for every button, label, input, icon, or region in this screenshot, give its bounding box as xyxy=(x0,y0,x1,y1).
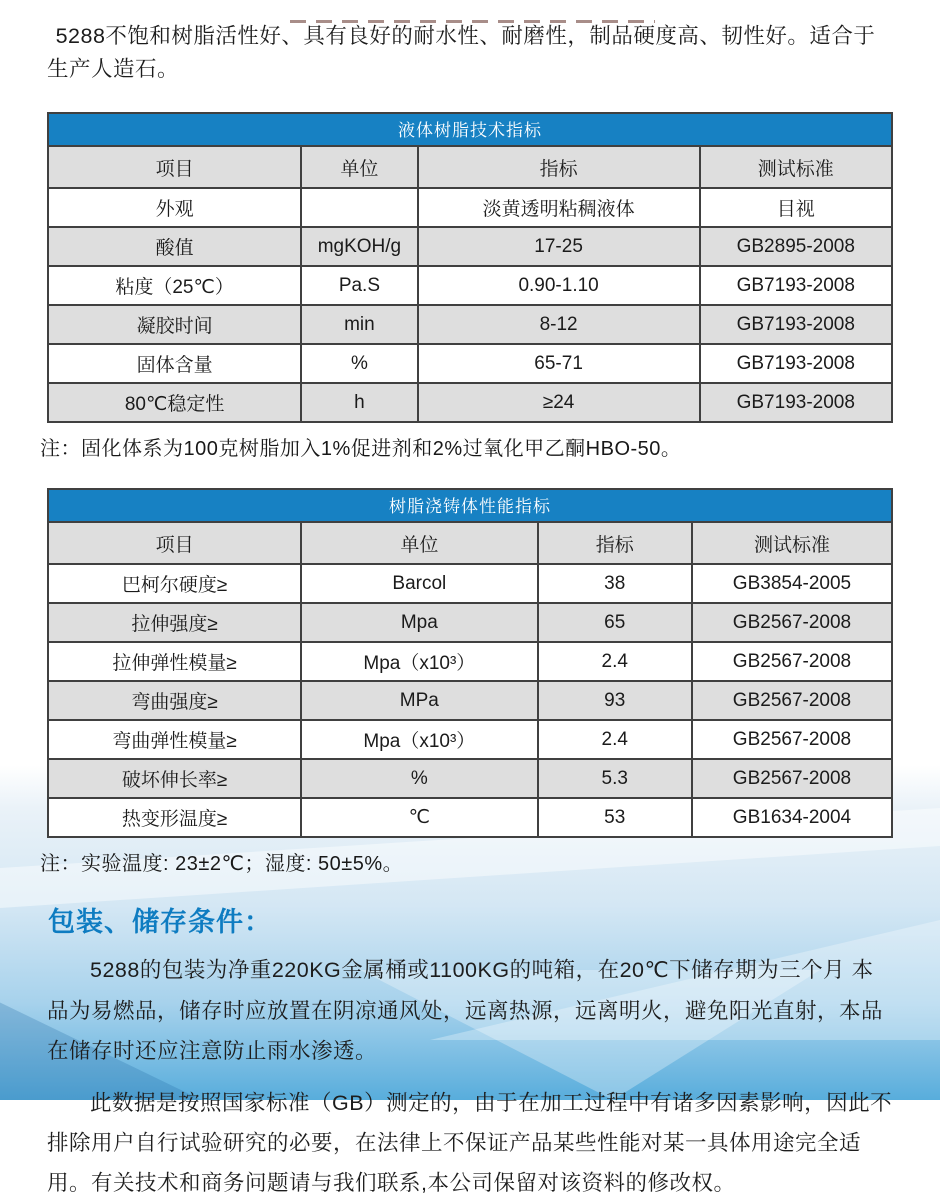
table-cell: 2.4 xyxy=(538,642,692,681)
table-cell: 粘度（25℃） xyxy=(48,266,301,305)
table-cell: 酸值 xyxy=(48,227,301,266)
table-cell: 外观 xyxy=(48,188,301,227)
table-header xyxy=(48,522,892,564)
table-cell: 巴柯尔硬度≥ xyxy=(48,564,301,603)
column-header: 测试标准 xyxy=(692,522,892,564)
table-cell: GB2567-2008 xyxy=(692,759,892,798)
table-cell: 8-12 xyxy=(418,305,700,344)
table-cell: 65-71 xyxy=(418,344,700,383)
table-row xyxy=(48,564,892,603)
intro-paragraph: 5288不饱和树脂活性好、具有良好的耐水性、耐磨性，制品硬度高、韧性好。适合于生产人造石。 xyxy=(47,24,876,81)
table-cell: MPa xyxy=(301,681,537,720)
table-row xyxy=(48,798,892,837)
table-cell: Mpa（x10³） xyxy=(301,642,537,681)
table-cell: Mpa（x10³） xyxy=(301,720,537,759)
storage-paragraph-1: 5288的包装为净重220KG金属桶或1100KG的吨箱，在20℃下储存期为三个月 本品为易燃品，储存时应放置在阴凉通风处，远离热源，远离明火，避免阳光直射，本品在储存时还应注意防止雨水渗透。 xyxy=(47,958,884,1064)
table-cell: Mpa xyxy=(301,603,537,642)
table-row xyxy=(48,759,892,798)
column-header: 指标 xyxy=(418,146,700,188)
table-row xyxy=(48,720,892,759)
table-row xyxy=(48,266,892,305)
casting-spec-table xyxy=(47,521,893,838)
table-cell: min xyxy=(301,305,417,344)
table-cell: 凝胶时间 xyxy=(48,305,301,344)
table-row xyxy=(48,642,892,681)
casting-note: 注：实验温度: 23±2℃；湿度: 50±5%。 xyxy=(40,853,404,876)
storage-paragraph-2: 此数据是按照国家标准（GB）测定的，由于在加工过程中有诸多因素影响，因此不排除用户自行试验研究的必要，在法律上不保证产品某些性能对某一具体用途完全适用。有关技术和商务问题请与我们联系,本公司保留对该资料的修改权。 xyxy=(47,1090,893,1196)
table-cell: GB7193-2008 xyxy=(700,305,892,344)
table-row xyxy=(48,681,892,720)
table-cell: 破坏伸长率≥ xyxy=(48,759,301,798)
casting-table-section xyxy=(47,488,893,838)
table-cell xyxy=(301,188,417,227)
column-header: 测试标准 xyxy=(700,146,892,188)
table-cell: h xyxy=(301,383,417,422)
table-cell: 固体含量 xyxy=(48,344,301,383)
column-header: 项目 xyxy=(48,146,301,188)
table-cell: 38 xyxy=(538,564,692,603)
table-row xyxy=(48,188,892,227)
column-header: 单位 xyxy=(301,522,537,564)
table-row xyxy=(48,227,892,266)
table-cell: 0.90-1.10 xyxy=(418,266,700,305)
table-header xyxy=(48,146,892,188)
table-cell: 5.3 xyxy=(538,759,692,798)
table-cell: 2.4 xyxy=(538,720,692,759)
table-cell: GB2567-2008 xyxy=(692,681,892,720)
table-cell: GB1634-2004 xyxy=(692,798,892,837)
column-header: 指标 xyxy=(538,522,692,564)
column-header: 项目 xyxy=(48,522,301,564)
table-cell: mgKOH/g xyxy=(301,227,417,266)
table-title-liquid-resin: 液体树脂技术指标 xyxy=(47,112,893,145)
table-cell: ℃ xyxy=(301,798,537,837)
table-cell: GB7193-2008 xyxy=(700,344,892,383)
table-cell: % xyxy=(301,759,537,798)
header-row xyxy=(48,146,892,188)
table-cell: 弯曲强度≥ xyxy=(48,681,301,720)
table-cell: 弯曲弹性模量≥ xyxy=(48,720,301,759)
table-row xyxy=(48,305,892,344)
table-cell: Barcol xyxy=(301,564,537,603)
table-row xyxy=(48,603,892,642)
column-header: 单位 xyxy=(301,146,417,188)
table-cell: 80℃稳定性 xyxy=(48,383,301,422)
table-cell: GB3854-2005 xyxy=(692,564,892,603)
table-body xyxy=(48,188,892,422)
table-cell: 65 xyxy=(538,603,692,642)
table-cell: Pa.S xyxy=(301,266,417,305)
liquid-resin-table-section xyxy=(47,112,893,423)
table-cell: GB2567-2008 xyxy=(692,720,892,759)
table-cell: 拉伸强度≥ xyxy=(48,603,301,642)
table-row xyxy=(48,344,892,383)
liquid-resin-spec-table xyxy=(47,145,893,423)
table-cell: 拉伸弹性模量≥ xyxy=(48,642,301,681)
document-body xyxy=(0,20,940,1204)
table-cell: GB7193-2008 xyxy=(700,266,892,305)
table-body xyxy=(48,564,892,837)
table-cell: 淡黄透明粘稠液体 xyxy=(418,188,700,227)
liquid-resin-note: 注：固化体系为100克树脂加入1%促进剂和2%过氧化甲乙酮HBO-50。 xyxy=(40,438,682,461)
table-cell: GB2895-2008 xyxy=(700,227,892,266)
table-cell: 53 xyxy=(538,798,692,837)
table-cell: GB2567-2008 xyxy=(692,603,892,642)
storage-section-heading: 包装、储存条件： xyxy=(48,907,272,938)
table-cell: GB7193-2008 xyxy=(700,383,892,422)
table-cell: GB2567-2008 xyxy=(692,642,892,681)
header-row xyxy=(48,522,892,564)
table-cell: 93 xyxy=(538,681,692,720)
table-cell: 目视 xyxy=(700,188,892,227)
table-cell: % xyxy=(301,344,417,383)
table-cell: ≥24 xyxy=(418,383,700,422)
table-cell: 热变形温度≥ xyxy=(48,798,301,837)
table-title-casting: 树脂浇铸体性能指标 xyxy=(47,488,893,521)
table-row xyxy=(48,383,892,422)
table-cell: 17-25 xyxy=(418,227,700,266)
